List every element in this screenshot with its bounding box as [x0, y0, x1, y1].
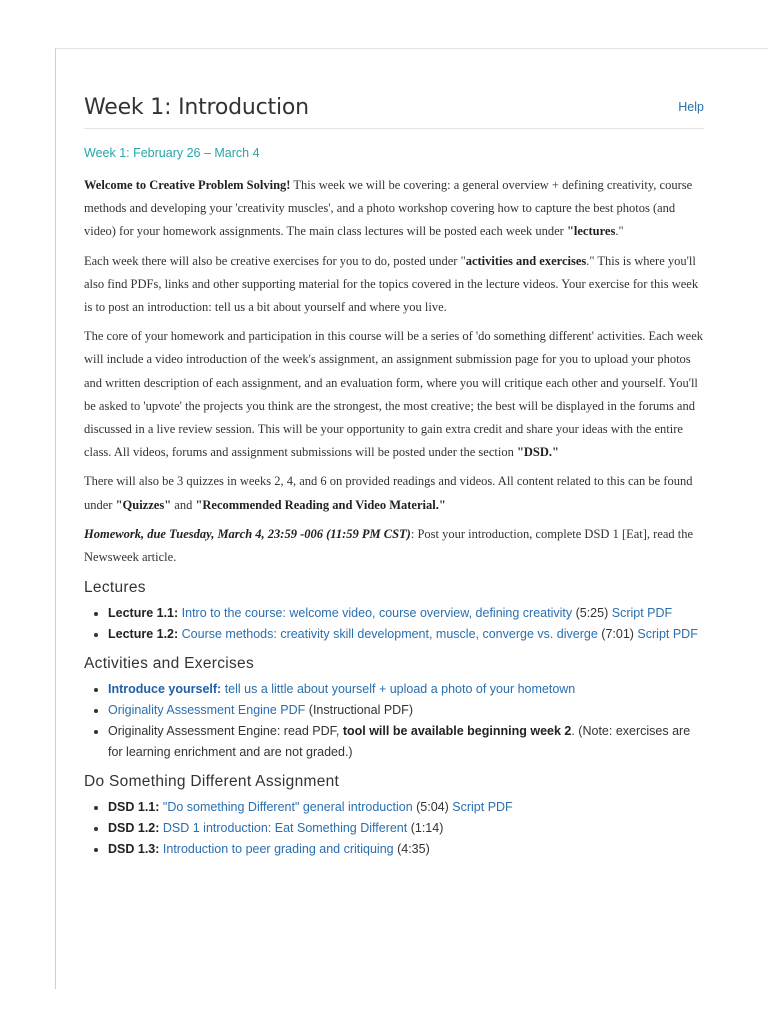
lecture-duration: (7:01)	[597, 627, 638, 642]
dsd-item	[108, 818, 704, 839]
lectures-heading: Lectures	[84, 579, 146, 597]
dsd-duration: (1:14)	[407, 821, 444, 836]
page-title: Week 1: Introduction	[84, 95, 309, 120]
dsd-duration: (4:35)	[393, 842, 430, 857]
welcome-bold: Welcome to Creative Problem Solving!	[84, 178, 291, 192]
dsd-duration: (5:04)	[412, 800, 453, 815]
exercises-text-1: Each week there will also be creative exercises for you to do, posted under "	[84, 253, 466, 268]
help-link[interactable]: Help	[678, 100, 704, 114]
assessment-pdf-link[interactable]: Originality Assessment Engine PDF	[108, 703, 306, 718]
main-content	[84, 95, 704, 866]
welcome-text: This week we will be covering: a general overview + defining creativity, course methods and developing your 'creativity muscles', and a photo workshop covering how to capture the best photos (and video) for your homework assignments. The main class lectures will be posted each week under	[84, 178, 693, 239]
quizzes-text-2: and	[171, 497, 196, 512]
lecture-video-link[interactable]: Intro to the course: welcome video, course overview, defining creativity	[181, 606, 573, 621]
dsd-video-link[interactable]: DSD 1 introduction: Eat Something Different	[162, 821, 408, 836]
dsd-label: DSD 1.1:	[108, 800, 160, 815]
lecture-item	[108, 624, 704, 645]
assessment-pdf-note: (Instructional PDF)	[305, 703, 413, 718]
assessment-note: . (Note: exercises are for learning enrichment and are not graded.)	[108, 724, 691, 760]
quizzes-bold: "Quizzes"	[115, 497, 172, 512]
activity-item	[108, 679, 704, 700]
script-pdf-link[interactable]: Script PDF	[611, 606, 673, 621]
assessment-text: Originality Assessment Engine: read PDF,	[108, 724, 343, 739]
dsd-paragraph	[84, 325, 704, 464]
dsd-list	[84, 797, 704, 860]
dsd-video-link[interactable]: "Do something Different" general introduction	[162, 800, 413, 815]
dsd-label: DSD 1.2:	[108, 821, 160, 836]
homework-due: Homework, due Tuesday, March 4, 23:59 -006 (11:59 PM CST)	[84, 526, 411, 541]
activity-item	[108, 700, 704, 721]
dsd-heading: Do Something Different Assignment	[84, 773, 340, 791]
lectures-list	[84, 603, 704, 645]
lecture-label: Lecture 1.1:	[108, 606, 179, 621]
dsd-item	[108, 797, 704, 818]
dsd-bold: "DSD."	[516, 445, 559, 460]
script-pdf-link[interactable]: Script PDF	[637, 627, 698, 642]
homework-paragraph	[84, 523, 704, 569]
script-pdf-link[interactable]: Script PDF	[452, 800, 513, 815]
introduce-yourself-description[interactable]: tell us a little about yourself + upload a photo of your hometown	[221, 682, 576, 697]
exercises-paragraph	[84, 250, 704, 320]
welcome-paragraph	[84, 174, 704, 244]
reading-bold: "Recommended Reading and Video Material."	[195, 497, 446, 512]
lecture-item	[108, 603, 704, 624]
welcome-tail: ."	[615, 224, 624, 239]
dsd-text: The core of your homework and participation in this course will be a series of 'do something different' activities. Each week will include a video introduction of the week's assignment, an assignment submission page for you to upload your photos and written description of each assignment, and an evaluation form, where you will critique each other and yourself. You'll be asked to 'upvote' the projects you think are the strongest, the most creative; the best will be displayed in the forums and discussed in a live review session. This will be your opportunity to gain extra credit and share your ideas with the entire class. All videos, forums and assignment submissions will be posted under the section	[84, 329, 704, 460]
dsd-video-link[interactable]: Introduction to peer grading and critiquing	[162, 842, 394, 857]
introduce-yourself-link[interactable]: Introduce yourself:	[108, 682, 222, 697]
quizzes-paragraph	[84, 470, 704, 516]
activities-list	[84, 679, 704, 763]
activity-item	[108, 721, 704, 763]
lectures-bold: "lectures	[566, 224, 616, 239]
quizzes-text-1: There will also be 3 quizzes in weeks 2, 4, and 6 on provided readings and videos. All content related to this can be found under	[84, 474, 693, 512]
homework-text: : Post your introduction, complete DSD 1 [Eat], read the Newsweek article.	[84, 526, 694, 565]
week-dates: Week 1: February 26 – March 4	[84, 146, 260, 160]
dsd-item	[108, 839, 704, 860]
activities-heading: Activities and Exercises	[84, 655, 255, 673]
lecture-label: Lecture 1.2:	[108, 627, 179, 642]
page-header	[84, 95, 704, 129]
exercises-bold: activities and exercises	[465, 253, 587, 268]
dsd-label: DSD 1.3:	[108, 842, 160, 857]
lecture-video-link[interactable]: Course methods: creativity skill development, muscle, converge vs. diverge	[181, 627, 598, 642]
assessment-bold: tool will be available beginning week 2	[342, 724, 572, 739]
lecture-duration: (5:25)	[572, 606, 612, 621]
exercises-text-2: ." This is where you'll also find PDFs, links and other supporting material for the topics covered in the lecture videos. Your exercise for this week is to post an introduction: tell us a bit about yourself and where you live.	[84, 253, 699, 315]
